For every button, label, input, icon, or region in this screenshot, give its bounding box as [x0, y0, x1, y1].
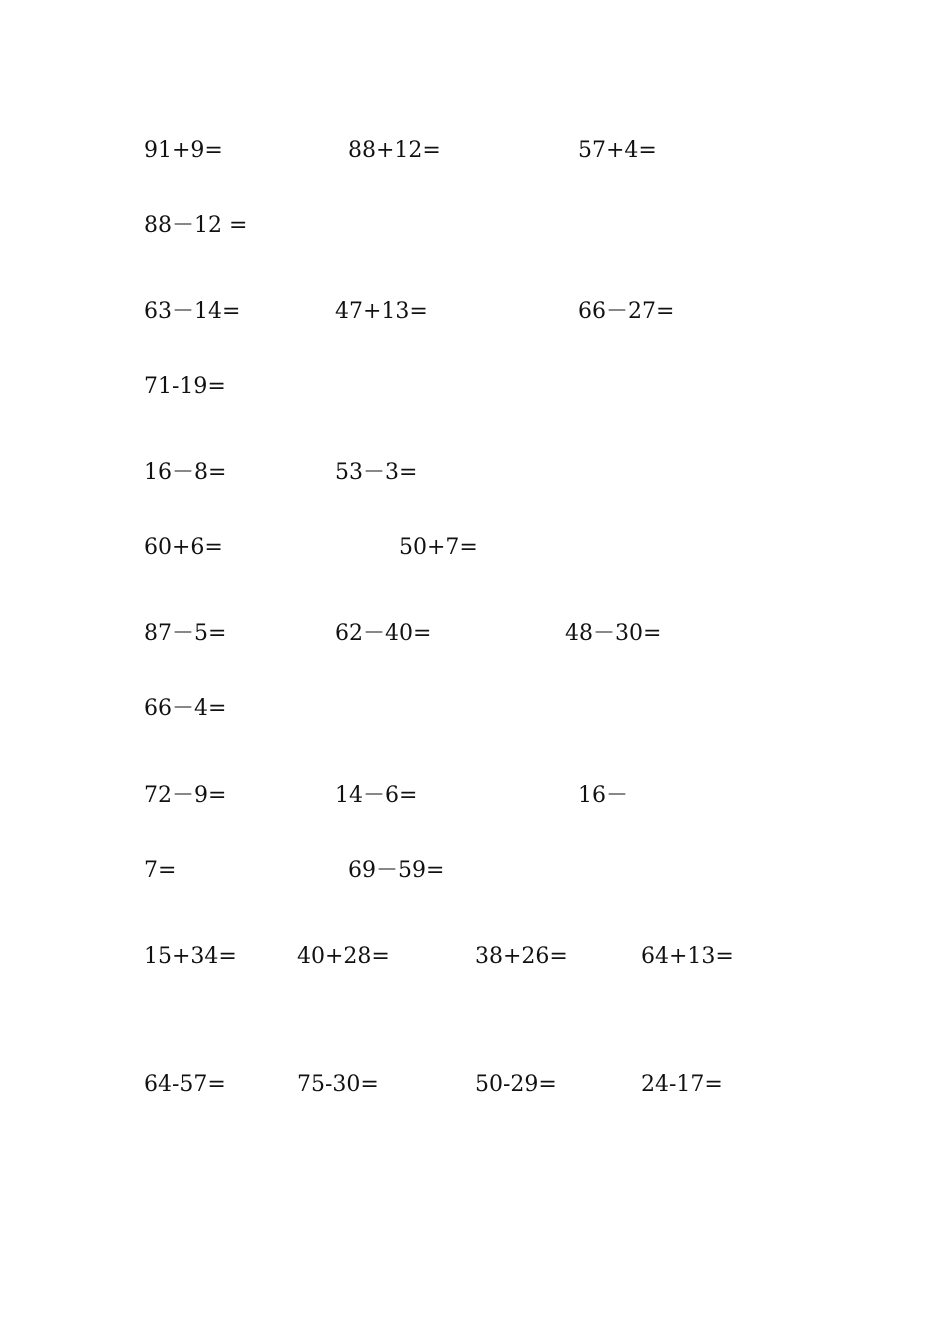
- math-problem: 60+6=: [144, 535, 223, 560]
- math-problem: 64+13=: [641, 944, 734, 969]
- math-problem: 66－27=: [578, 299, 675, 324]
- math-problem: 66－4=: [144, 696, 227, 721]
- math-problem: 62－40=: [335, 621, 432, 646]
- math-problem: 75-30=: [297, 1072, 379, 1097]
- math-problem: 63－14=: [144, 299, 241, 324]
- math-problem: 71-19=: [144, 374, 226, 399]
- math-problem: 16－8=: [144, 460, 227, 485]
- math-problem: 16－: [578, 783, 628, 808]
- math-problem: 15+34=: [144, 944, 237, 969]
- math-problem: 69－59=: [348, 858, 445, 883]
- math-problem: 64-57=: [144, 1072, 226, 1097]
- math-problem: 47+13=: [335, 299, 428, 324]
- math-problem: 72－9=: [144, 783, 227, 808]
- math-problem: 38+26=: [475, 944, 568, 969]
- math-problem: 88+12=: [348, 138, 441, 163]
- math-problem: 50-29=: [475, 1072, 557, 1097]
- math-problem: 57+4=: [578, 138, 657, 163]
- math-problem: 87－5=: [144, 621, 227, 646]
- math-problem: 88－12 =: [144, 213, 248, 238]
- math-problem: 50+7=: [399, 535, 478, 560]
- math-problem: 53－3=: [335, 460, 418, 485]
- math-problem: 14－6=: [335, 783, 418, 808]
- math-problem: 91+9=: [144, 138, 223, 163]
- math-problem: 24-17=: [641, 1072, 723, 1097]
- math-problem: 7=: [144, 858, 177, 883]
- math-problem: 48－30=: [565, 621, 662, 646]
- math-problem: 40+28=: [297, 944, 390, 969]
